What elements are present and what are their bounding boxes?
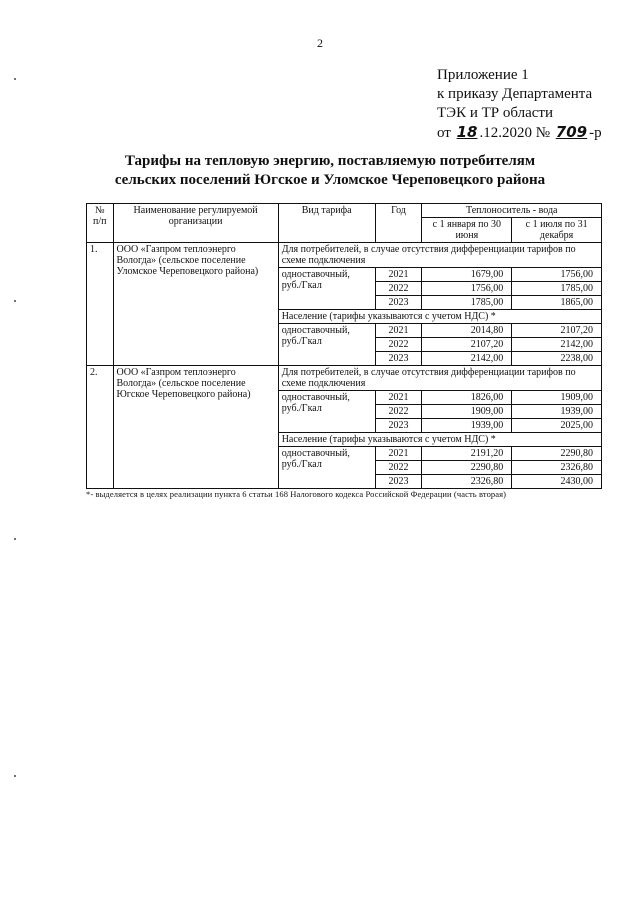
value-half1: 1785,00 bbox=[422, 296, 512, 310]
year-cell: 2022 bbox=[375, 405, 422, 419]
value-half2: 2025,00 bbox=[512, 419, 602, 433]
value-half1: 1679,00 bbox=[422, 268, 512, 282]
value-half1: 2142,00 bbox=[422, 352, 512, 366]
section-consumers: Для потребителей, в случае отсутствия дифференциации тарифов по схеме подключения bbox=[278, 366, 601, 391]
value-half2: 2326,80 bbox=[512, 461, 602, 475]
value-half2: 1865,00 bbox=[512, 296, 602, 310]
value-half1: 2191,20 bbox=[422, 447, 512, 461]
appendix-line-1: Приложение 1 bbox=[437, 67, 529, 83]
order-suffix: -р bbox=[589, 125, 602, 141]
date-prefix: от bbox=[437, 125, 451, 141]
appendix-header bbox=[437, 66, 602, 143]
value-half2: 1756,00 bbox=[512, 268, 602, 282]
organization-name: ООО «Газпром теплоэнерго Вологда» (сельское поселение Югское Череповецкого района) bbox=[113, 366, 278, 489]
appendix-line-2: к приказу Департамента bbox=[437, 86, 593, 102]
year-cell: 2022 bbox=[375, 338, 422, 352]
year-cell: 2023 bbox=[375, 419, 422, 433]
page-number: 2 bbox=[317, 36, 323, 50]
table-row bbox=[87, 243, 602, 268]
tariff-type: одноставочный, руб./Гкал bbox=[278, 324, 375, 366]
row-number: 2. bbox=[87, 366, 114, 489]
date-day-handwritten: 18 bbox=[456, 123, 478, 141]
scan-speck bbox=[14, 300, 16, 302]
section-population: Население (тарифы указываются с учетом НДС) * bbox=[278, 433, 601, 447]
tariff-type: одноставочный, руб./Гкал bbox=[278, 391, 375, 433]
value-half1: 1826,00 bbox=[422, 391, 512, 405]
date-rest: .12.2020 № bbox=[479, 125, 551, 141]
table-row bbox=[87, 366, 602, 391]
value-half1: 2290,80 bbox=[422, 461, 512, 475]
header-no: № п/п bbox=[87, 204, 114, 243]
value-half2: 2142,00 bbox=[512, 338, 602, 352]
order-number-handwritten: 709 bbox=[555, 123, 588, 141]
header-half1: с 1 января по 30 июня bbox=[422, 218, 512, 243]
header-half2: с 1 июля по 31 декабря bbox=[512, 218, 602, 243]
year-cell: 2022 bbox=[375, 461, 422, 475]
value-half2: 2430,00 bbox=[512, 475, 602, 489]
year-cell: 2021 bbox=[375, 268, 422, 282]
tariff-type: одноставочный, руб./Гкал bbox=[278, 447, 375, 489]
value-half1: 2326,80 bbox=[422, 475, 512, 489]
row-number: 1. bbox=[87, 243, 114, 366]
appendix-date-line bbox=[437, 123, 602, 143]
organization-name: ООО «Газпром теплоэнерго Вологда» (сельское поселение Уломское Череповецкого района) bbox=[113, 243, 278, 366]
header-type: Вид тарифа bbox=[278, 204, 375, 243]
tariff-type: одноставочный, руб./Гкал bbox=[278, 268, 375, 310]
year-cell: 2023 bbox=[375, 475, 422, 489]
value-half1: 2014,80 bbox=[422, 324, 512, 338]
document-title bbox=[60, 152, 600, 190]
year-cell: 2021 bbox=[375, 447, 422, 461]
title-line-2: сельских поселений Югское и Уломское Череповецкого района bbox=[114, 172, 546, 188]
value-half1: 2107,20 bbox=[422, 338, 512, 352]
header-year: Год bbox=[375, 204, 422, 243]
value-half1: 1756,00 bbox=[422, 282, 512, 296]
value-half2: 1785,00 bbox=[512, 282, 602, 296]
appendix-line-3: ТЭК и ТР области bbox=[437, 105, 553, 121]
year-cell: 2021 bbox=[375, 324, 422, 338]
value-half2: 2290,80 bbox=[512, 447, 602, 461]
value-half2: 1909,00 bbox=[512, 391, 602, 405]
scan-speck bbox=[14, 538, 16, 540]
value-half2: 1939,00 bbox=[512, 405, 602, 419]
header-org: Наименование регулируемой организации bbox=[113, 204, 278, 243]
value-half2: 2238,00 bbox=[512, 352, 602, 366]
value-half2: 2107,20 bbox=[512, 324, 602, 338]
year-cell: 2023 bbox=[375, 296, 422, 310]
header-carrier: Теплоноситель - вода bbox=[422, 204, 602, 218]
footnote: *- выделяется в целях реализации пункта 6 статьи 168 Налогового кодекса Российской Федерации (часть вторая) bbox=[86, 489, 507, 499]
year-cell: 2022 bbox=[375, 282, 422, 296]
section-consumers: Для потребителей, в случае отсутствия дифференциации тарифов по схеме подключения bbox=[278, 243, 601, 268]
title-line-1: Тарифы на тепловую энергию, поставляемую потребителям bbox=[124, 153, 536, 169]
section-population: Население (тарифы указываются с учетом НДС) * bbox=[278, 310, 601, 324]
tariffs-table bbox=[86, 203, 602, 489]
scan-speck bbox=[14, 775, 16, 777]
year-cell: 2021 bbox=[375, 391, 422, 405]
value-half1: 1909,00 bbox=[422, 405, 512, 419]
scan-speck bbox=[14, 78, 16, 80]
year-cell: 2023 bbox=[375, 352, 422, 366]
value-half1: 1939,00 bbox=[422, 419, 512, 433]
